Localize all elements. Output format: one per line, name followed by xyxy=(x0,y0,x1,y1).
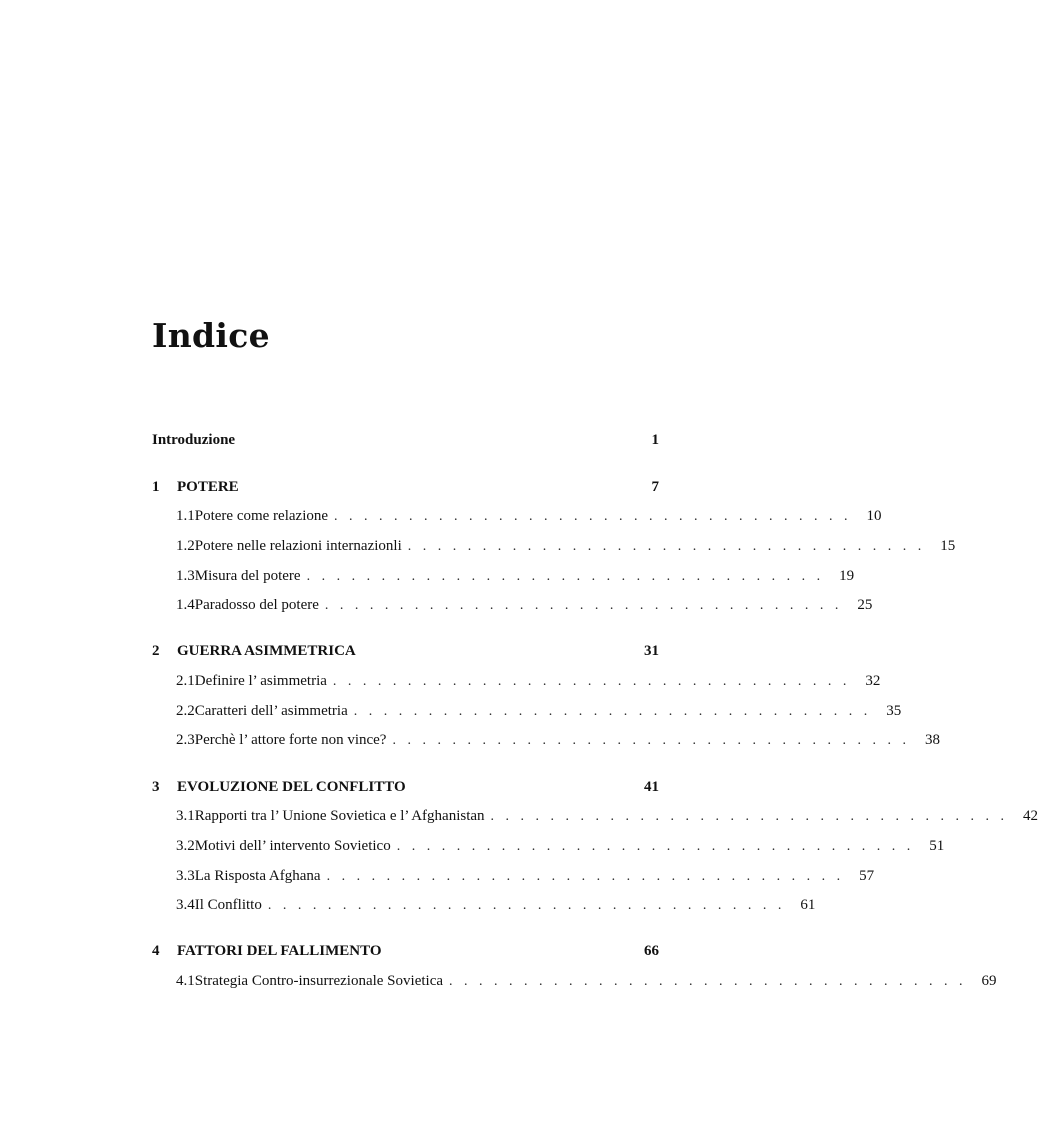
dot-leader: . . . . . . . . . . . . . . . . . . . . . . . . . . . . . . . . . . . xyxy=(332,674,851,689)
section-number: 3.1 xyxy=(176,808,195,824)
toc-section[interactable] xyxy=(152,508,882,530)
toc-entry-title: Introduzione xyxy=(152,432,236,448)
chapter-page: 31 xyxy=(644,643,659,659)
toc-section[interactable] xyxy=(152,597,873,619)
chapter-number: 4 xyxy=(152,943,160,959)
table-of-contents xyxy=(152,0,1038,1123)
chapter-page: 7 xyxy=(651,479,659,495)
dot-leader: . . . . . . . . . . . . . . . . . . . . . . . . . . . . . . . . . . . xyxy=(267,898,786,913)
section-page: 38 xyxy=(924,732,940,748)
chapter-title: EVOLUZIONE DEL CONFLITTO xyxy=(177,779,406,795)
section-title: Paradosso del potere xyxy=(194,597,319,613)
toc-chapter[interactable] xyxy=(152,779,659,801)
section-number: 3.2 xyxy=(176,838,195,854)
chapter-number: 3 xyxy=(152,779,160,795)
section-number: 3.4 xyxy=(176,897,195,913)
toc-chapter[interactable] xyxy=(152,479,659,501)
section-title: Potere nelle relazioni internazionli xyxy=(194,538,402,554)
chapter-title: FATTORI DEL FALLIMENTO xyxy=(177,943,382,959)
dot-leader: . . . . . . . . . . . . . . . . . . . . . . . . . . . . . . . . . . . xyxy=(353,704,872,719)
section-page: 51 xyxy=(929,838,945,854)
toc-section[interactable] xyxy=(152,897,816,919)
chapter-title: GUERRA ASIMMETRICA xyxy=(177,643,356,659)
chapter-page: 66 xyxy=(644,943,659,959)
toc-chapter[interactable] xyxy=(152,943,659,965)
chapter-title: POTERE xyxy=(177,479,239,495)
dot-leader: . . . . . . . . . . . . . . . . . . . . . . . . . . . . . . . . . . . xyxy=(490,809,1009,824)
toc-section[interactable] xyxy=(152,838,945,860)
toc-section[interactable] xyxy=(152,868,875,890)
toc-entry-page: 1 xyxy=(651,432,659,448)
section-page: 69 xyxy=(981,973,997,989)
section-number: 1.2 xyxy=(176,538,195,554)
section-number: 2.1 xyxy=(176,673,195,689)
section-title: Motivi dell’ intervento Sovietico xyxy=(194,838,391,854)
toc-section[interactable] xyxy=(152,703,902,725)
dot-leader: . . . . . . . . . . . . . . . . . . . . . . . . . . . . . . . . . . . xyxy=(392,733,910,748)
dot-leader: . . . . . . . . . . . . . . . . . . . . . . . . . . . . . . . . . . . xyxy=(324,598,843,613)
section-page: 25 xyxy=(857,597,873,613)
toc-section[interactable] xyxy=(152,732,940,754)
section-number: 3.3 xyxy=(176,868,195,884)
section-page: 61 xyxy=(800,897,816,913)
toc-section[interactable] xyxy=(152,568,855,590)
section-title: Rapporti tra l’ Unione Sovietica e l’ Afghanistan xyxy=(194,808,485,824)
chapter-page: 41 xyxy=(644,779,659,795)
dot-leader: . . . . . . . . . . . . . . . . . . . . . . . . . . . . . . . . . . . xyxy=(306,569,825,584)
chapter-number: 2 xyxy=(152,643,160,659)
section-page: 57 xyxy=(859,868,875,884)
section-number: 4.1 xyxy=(176,973,195,989)
page-title: Indice xyxy=(152,316,270,355)
section-title: Definire l’ asimmetria xyxy=(194,673,327,689)
toc-section[interactable] xyxy=(152,538,956,560)
toc-section[interactable] xyxy=(152,808,1038,830)
section-title: Potere come relazione xyxy=(194,508,329,524)
section-title: Il Conflitto xyxy=(194,897,262,913)
section-title: Strategia Contro-insurrezionale Sovietica xyxy=(194,973,444,989)
toc-section[interactable] xyxy=(152,973,997,995)
dot-leader: . . . . . . . . . . . . . . . . . . . . . . . . . . . . . . . . . . . xyxy=(326,869,845,884)
dot-leader: . . . . . . . . . . . . . . . . . . . . . . . . . . . . . . . . . . . xyxy=(396,839,915,854)
section-number: 1.3 xyxy=(176,568,195,584)
toc-chapter[interactable] xyxy=(152,643,659,665)
toc-section[interactable] xyxy=(152,673,881,695)
section-page: 15 xyxy=(940,538,956,554)
section-title: Misura del potere xyxy=(194,568,301,584)
section-title: Caratteri dell’ asimmetria xyxy=(194,703,348,719)
section-page: 35 xyxy=(886,703,902,719)
section-title: Perchè l’ attore forte non vince? xyxy=(194,732,387,748)
toc-entry-intro[interactable] xyxy=(152,432,659,454)
section-number: 1.4 xyxy=(176,597,195,613)
section-number: 1.1 xyxy=(176,508,195,524)
chapter-number: 1 xyxy=(152,479,160,495)
section-page: 10 xyxy=(866,508,882,524)
section-page: 19 xyxy=(839,568,855,584)
section-number: 2.3 xyxy=(176,732,195,748)
section-number: 2.2 xyxy=(176,703,195,719)
section-page: 42 xyxy=(1023,808,1038,824)
dot-leader: . . . . . . . . . . . . . . . . . . . . . . . . . . . . . . . . . . . xyxy=(449,974,967,989)
dot-leader: . . . . . . . . . . . . . . . . . . . . . . . . . . . . . . . . . . . xyxy=(334,509,852,524)
dot-leader: . . . . . . . . . . . . . . . . . . . . . . . . . . . . . . . . . . . xyxy=(407,539,926,554)
section-page: 32 xyxy=(865,673,881,689)
section-title: La Risposta Afghana xyxy=(194,868,321,884)
